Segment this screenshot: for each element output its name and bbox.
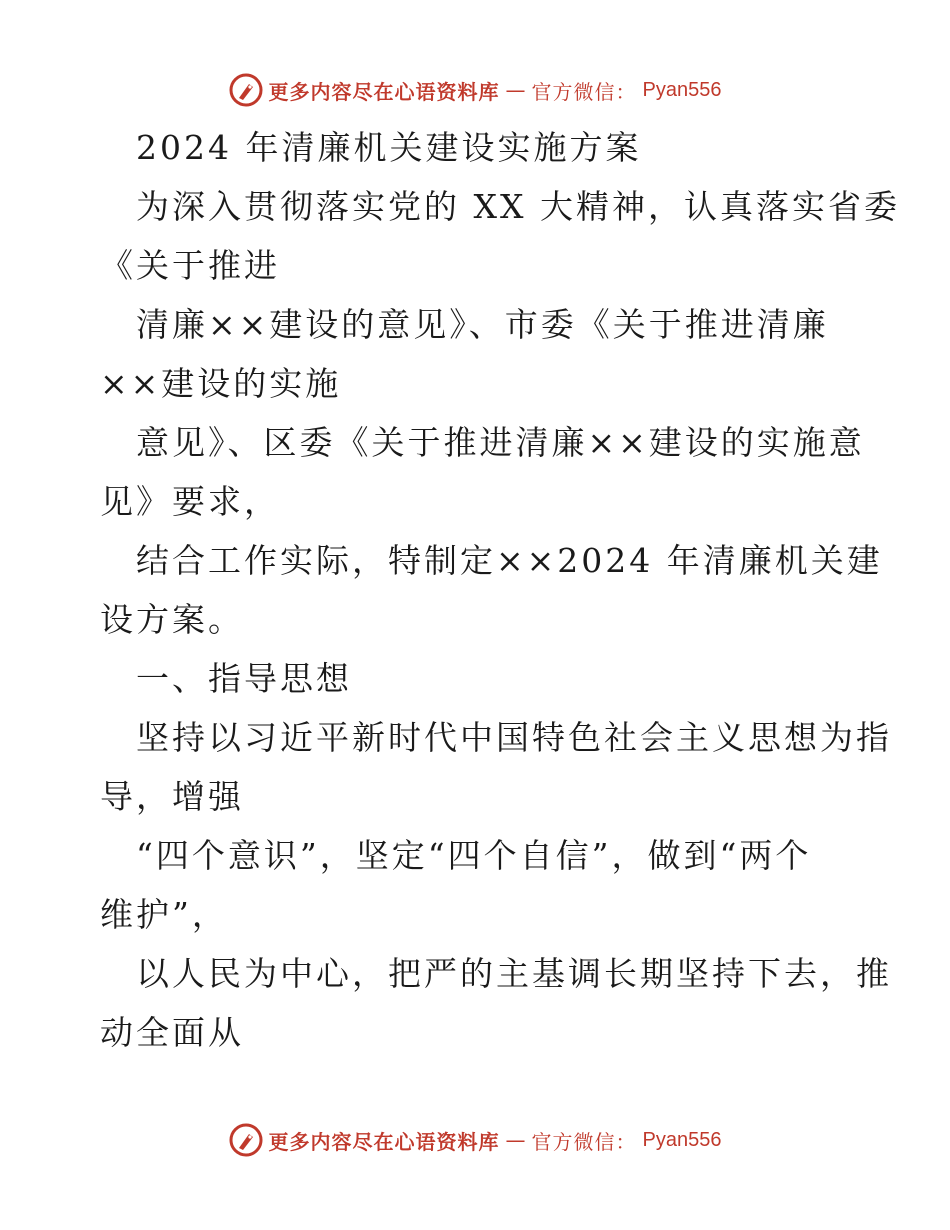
doc-line: 设方案。 — [100, 600, 244, 639]
doc-line: 坚持以习近平新时代中国特色社会主义思想为指 — [136, 718, 892, 757]
pen-nib-logo-icon — [229, 73, 263, 107]
doc-title: 2024 年清廉机关建设实施方案 — [136, 128, 642, 167]
doc-line: “四个意识”，坚定“四个自信”，做到“两个 — [136, 836, 812, 875]
doc-line: 为深入贯彻落实党的 XX 大精神，认真落实省委 — [136, 187, 900, 226]
footer-watermark — [0, 1120, 950, 1160]
watermark-dash: — — [505, 1128, 526, 1152]
section-heading: 一、指导思想 — [136, 659, 352, 698]
document-body — [100, 118, 900, 1062]
doc-line: 导，增强 — [100, 777, 244, 816]
doc-line: 结合工作实际，特制定××2024 年清廉机关建 — [136, 541, 883, 580]
watermark-brand: 更多内容尽在心语资料库 — [268, 1129, 500, 1154]
doc-line: 意见》、区委《关于推进清廉××建设的实施意 — [136, 423, 865, 462]
watermark-label: 官方微信： — [531, 79, 637, 104]
doc-line: 《关于推进 — [100, 246, 280, 285]
doc-line: 清廉××建设的意见》、市委《关于推进清廉 — [136, 305, 829, 344]
pen-nib-logo-icon — [229, 1123, 263, 1157]
header-watermark — [0, 70, 950, 110]
watermark-wechat-id: Pyan556 — [642, 78, 722, 101]
doc-line: 以人民为中心，把严的主基调长期坚持下去，推 — [136, 954, 892, 993]
watermark-brand: 更多内容尽在心语资料库 — [268, 79, 500, 104]
watermark-wechat-id: Pyan556 — [642, 1128, 722, 1151]
watermark-label: 官方微信： — [531, 1129, 637, 1154]
doc-line: ××建设的实施 — [100, 364, 342, 403]
doc-line: 维护”， — [100, 895, 228, 934]
watermark-dash: — — [505, 78, 526, 102]
doc-line: 见》要求， — [100, 482, 280, 521]
doc-line: 动全面从 — [100, 1013, 244, 1052]
